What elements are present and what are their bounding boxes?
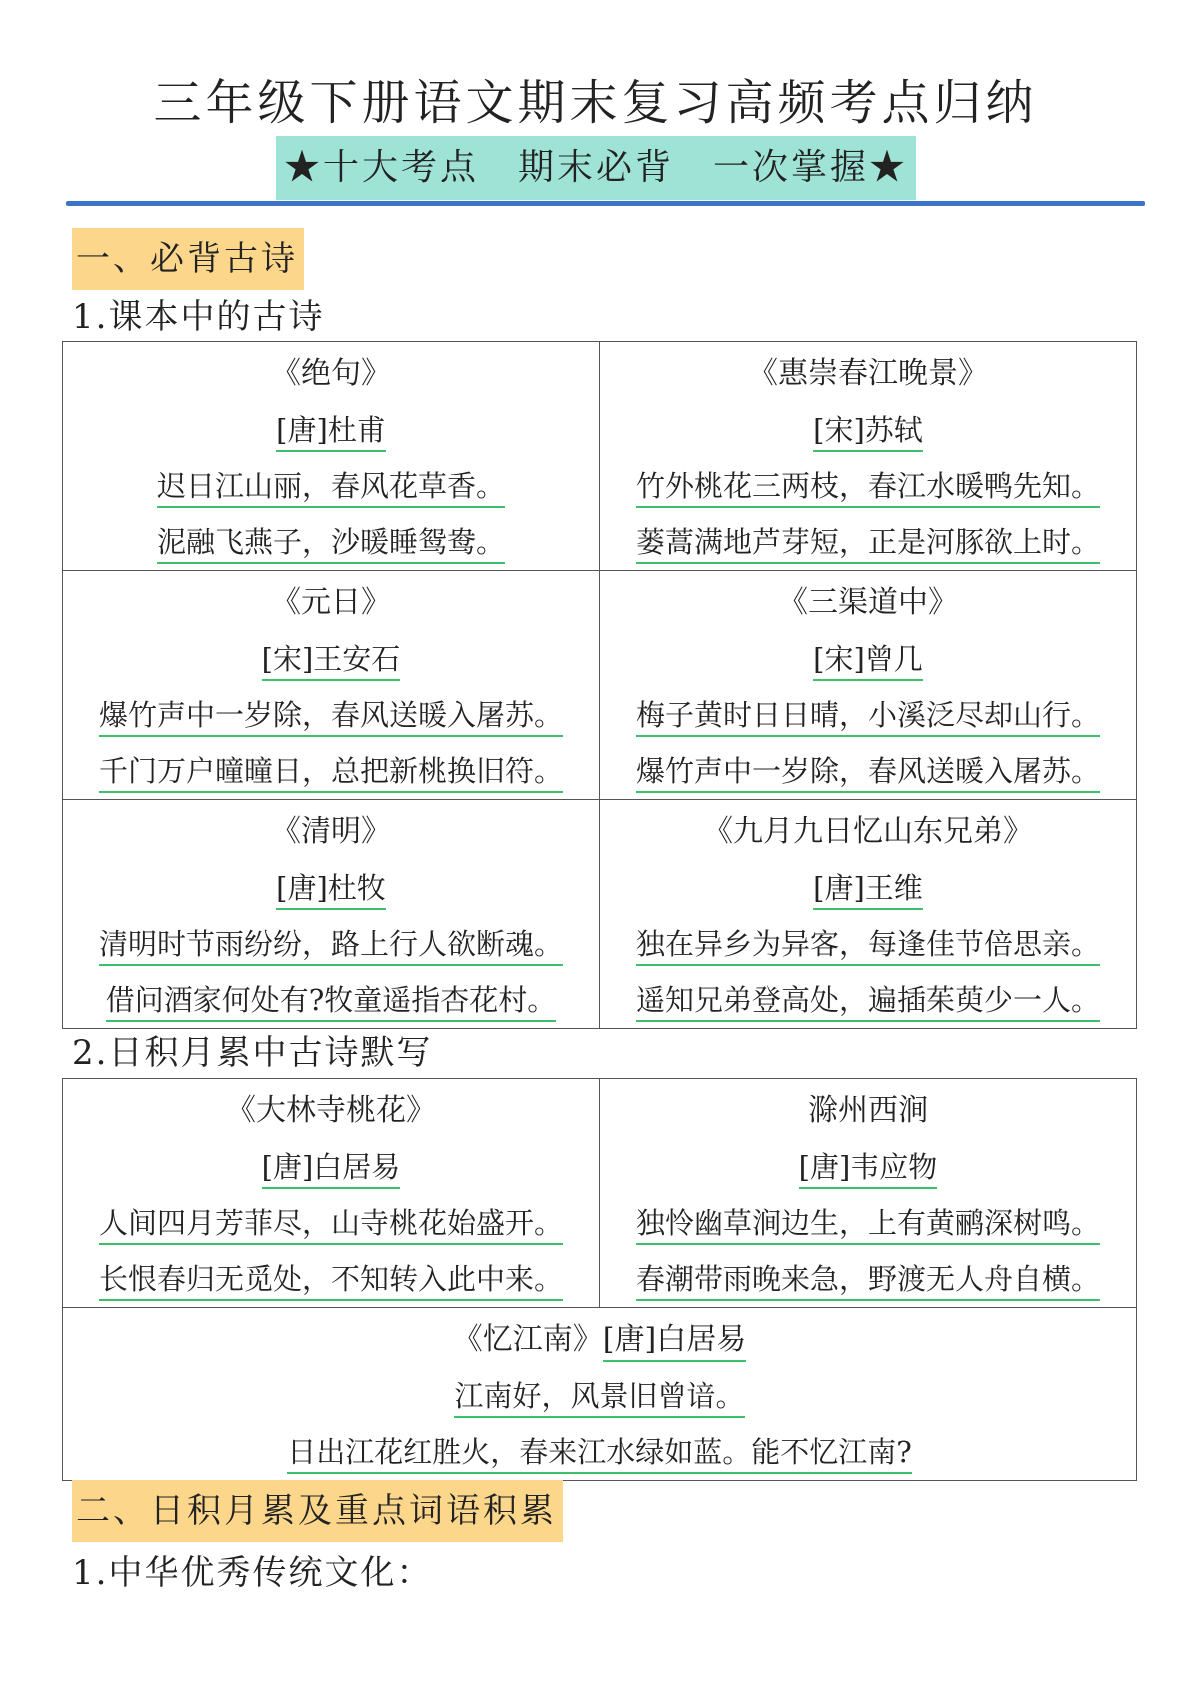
poem-line: 长恨春归无觅处， (99, 1262, 331, 1301)
poem-line: 上有黄鹂深树鸣。 (868, 1206, 1100, 1245)
page-subtitle: ★十大考点 期末必背 一次掌握★ (276, 136, 916, 200)
poem-table-memorize (62, 1078, 1137, 1481)
poem-line: 蒌蒿满地芦芽短， (636, 525, 868, 564)
poem-line: 路上行人欲断魂。 (331, 927, 563, 966)
poem-line: 遥知兄弟登高处， (636, 983, 868, 1022)
poem-cell (63, 1079, 600, 1308)
poem-cell (600, 800, 1137, 1029)
poem-cell (600, 571, 1137, 800)
poem-line: 迟日江山丽， (157, 469, 331, 508)
poem-author: [唐]杜甫 (276, 413, 386, 452)
poem-line: 沙暖睡鸳鸯。 (331, 525, 505, 564)
poem-line: 每逢佳节倍思亲。 (868, 927, 1100, 966)
poem-author: [唐]杜牧 (276, 871, 386, 910)
poem-line: 春江水暖鸭先知。 (868, 469, 1100, 508)
poem-line: 梅子黄时日日晴， (636, 698, 868, 737)
poem-line: 清明时节雨纷纷， (99, 927, 331, 966)
poem-cell (63, 342, 600, 571)
poem-line: 牧童遥指杏花村。 (324, 983, 556, 1022)
poem-table-textbook (62, 341, 1137, 1029)
poem-title: 《大林寺桃花》 (226, 1093, 436, 1128)
poem-line: 遍插茱萸少一人。 (868, 983, 1100, 1022)
title-divider (66, 201, 1145, 206)
poem-line: 春潮带雨晚来急， (636, 1262, 868, 1301)
poem-title: 《元日》 (271, 585, 391, 620)
poem-line: 风景旧曾谙。 (571, 1379, 745, 1418)
poem-line: 借问酒家何处有? (106, 983, 325, 1022)
poem-line: 不知转入此中来。 (331, 1262, 563, 1301)
poem-author: [唐]白居易 (603, 1322, 746, 1362)
poem-cell (63, 800, 600, 1029)
poem-author: [宋]苏轼 (813, 413, 923, 452)
subheading-traditional-culture: 1.中华优秀传统文化： (72, 1553, 433, 1593)
poem-line: 春风送暖入屠苏。 (868, 754, 1100, 793)
poem-line: 独怜幽草涧边生， (636, 1206, 868, 1245)
poem-line: 人间四月芳菲尽， (99, 1206, 331, 1245)
subheading-memorize-poems: 2.日积月累中古诗默写 (72, 1033, 433, 1073)
poem-title: 《清明》 (271, 814, 391, 849)
poem-line: 千门万户曈曈日， (99, 754, 331, 793)
poem-author: [唐]白居易 (262, 1150, 401, 1189)
poem-line: 春来江水绿如蓝。 (519, 1435, 751, 1474)
page-title: 三年级下册语文期末复习高频考点归纳 (153, 75, 1038, 131)
poem-line: 能不忆江南? (751, 1435, 912, 1474)
poem-author: [唐]王维 (813, 871, 923, 910)
poem-cell (600, 342, 1137, 571)
poem-line: 独在异乡为异客， (636, 927, 868, 966)
poem-line: 泥融飞燕子， (157, 525, 331, 564)
poem-cell (63, 571, 600, 800)
poem-line: 春风送暖入屠苏。 (331, 698, 563, 737)
poem-author: [唐]韦应物 (799, 1150, 938, 1189)
poem-title: 《惠崇春江晚景》 (748, 356, 988, 391)
poem-line: 正是河豚欲上时。 (868, 525, 1100, 564)
poem-line: 春风花草香。 (331, 469, 505, 508)
poem-cell-wide (63, 1308, 1137, 1481)
poem-line: 江南好， (454, 1379, 570, 1418)
poem-line: 爆竹声中一岁除， (99, 698, 331, 737)
section-heading-poems: 一、必背古诗 (72, 228, 304, 290)
section-heading-accumulation: 二、日积月累及重点词语积累 (72, 1480, 563, 1542)
poem-title: 《绝句》 (271, 356, 391, 391)
poem-line: 野渡无人舟自横。 (868, 1262, 1100, 1301)
poem-author: [宋]曾几 (813, 642, 923, 681)
poem-cell (600, 1079, 1137, 1308)
poem-title: 《九月九日忆山东兄弟》 (703, 814, 1033, 849)
poem-line: 竹外桃花三两枝， (636, 469, 868, 508)
poem-title: 滁州西涧 (808, 1093, 928, 1128)
poem-title: 《忆江南》 (452, 1322, 603, 1357)
poem-line: 日出江花红胜火， (287, 1435, 519, 1474)
subheading-textbook-poems: 1.课本中的古诗 (72, 297, 325, 337)
poem-line: 爆竹声中一岁除， (636, 754, 868, 793)
poem-title: 《三渠道中》 (778, 585, 958, 620)
poem-author: [宋]王安石 (262, 642, 401, 681)
poem-line: 小溪泛尽却山行。 (868, 698, 1100, 737)
poem-line: 山寺桃花始盛开。 (331, 1206, 563, 1245)
poem-line: 总把新桃换旧符。 (331, 754, 563, 793)
